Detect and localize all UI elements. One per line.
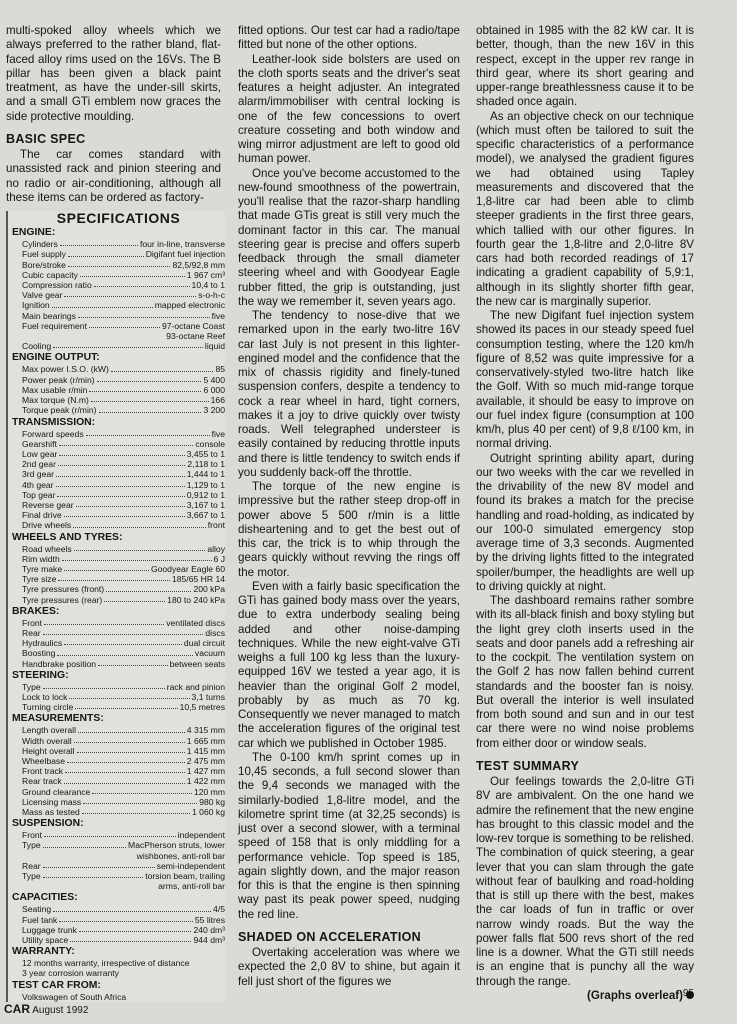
spec-section-heading: TEST CAR FROM: [12, 979, 101, 991]
spec-leader-dots [43, 861, 155, 868]
spec-leader-dots [78, 311, 210, 318]
spec-leader-dots [64, 510, 185, 517]
spec-label: Final drive [22, 510, 62, 521]
spec-row [12, 682, 225, 692]
spec-label: Max power I.S.O. (kW) [22, 364, 109, 375]
spec-value: 4 315 mm [186, 725, 225, 736]
spec-label: Gearshift [22, 438, 57, 449]
spec-row [12, 300, 225, 310]
spec-leader-dots [43, 628, 204, 635]
spec-value: semi-independent [156, 860, 225, 871]
spec-section-heading: WHEELS AND TYRES: [12, 531, 123, 543]
spec-leader-dots [99, 405, 202, 412]
spec-value: 980 kg [199, 796, 225, 807]
spec-leader-dots [77, 746, 185, 753]
spec-value: 0,912 to 1 [186, 489, 225, 500]
spec-value: 1 422 mm [186, 776, 225, 787]
spec-value: alloy [207, 543, 225, 554]
graphs-overleaf-label: (Graphs overleaf) [587, 988, 683, 1002]
spec-row [12, 830, 225, 840]
spec-leader-dots [76, 500, 185, 507]
spec-value: s-o-h-c [198, 290, 225, 301]
footer-date: August 1992 [32, 1005, 89, 1016]
spec-row [12, 249, 225, 259]
specifications-title: SPECIFICATIONS [56, 210, 181, 226]
spec-section-heading: BRAKES: [12, 605, 60, 617]
spec-row [12, 385, 225, 395]
spec-value: 1 415 mm [186, 745, 225, 756]
spec-section-heading: ENGINE: [12, 227, 56, 239]
warranty-line: 3 year corrosion warranty [22, 968, 119, 979]
column-2-paragraph: fitted options. Our test car had a radio/tape fitted but none of the other options. [238, 24, 460, 52]
spec-label: Valve gear [22, 290, 63, 301]
column-2-paragraph: Even with a fairly basic specification the GTi has gained body mass over the years, due to extra underbody sealing being added and other noise-damping techniques. While the new eight-valve GTi weighs a full 100 kg less than the luxury-equipped 16V we tested a year ago, it is heavier than the original Golf 2 model, probably by as much as 70 kg. Consequently we never managed to match the acceleration figures of the original test car which we published in October 1985. [238, 579, 460, 750]
spec-value: rack and pinion [166, 681, 225, 692]
column-2-paragraphs [238, 24, 460, 922]
spec-value: torsion beam, trailing [145, 871, 225, 882]
spec-value: 1 427 mm [186, 766, 225, 777]
spec-label: Cylinders [22, 239, 58, 250]
spec-value-continued: wishbones, anti-roll bar [136, 850, 225, 861]
spec-value-continued: 93-octane Reef [166, 331, 225, 342]
spec-label: Drive wheels [22, 520, 72, 531]
spec-leader-dots [68, 260, 171, 267]
spec-label: Length overall [22, 725, 76, 736]
spec-value: 3,167 to 1 [186, 499, 225, 510]
spec-leader-dots [104, 595, 165, 602]
spec-row [12, 375, 225, 385]
column-2-paragraph: The 0-100 km/h sprint comes up in 10,45 seconds, a full second slower than the 9,4 seconds we managed with the similarly-bodied 1,8-litre model, and the kilometre sprint time (at 32,25 seconds) is just over a second slower, with a terminal speed of 158 that is only middling for a performance vehicle. Top speed is 185, again slightly down, and the major reason for this is that the engine is then spinning way past its peak power speed, nudging the red line. [238, 750, 460, 921]
spec-value: 5 400 [203, 374, 225, 385]
spec-leader-dots [82, 807, 190, 814]
spec-value: 200 kPa [193, 584, 225, 595]
spec-row [12, 628, 225, 638]
spec-row [12, 564, 225, 574]
spec-value: 55 litres [194, 914, 225, 925]
spec-section-heading: TRANSMISSION: [12, 416, 96, 428]
spec-value: front [207, 520, 225, 531]
spec-leader-dots [43, 840, 126, 847]
spec-row [12, 915, 225, 925]
spec-leader-dots [64, 776, 185, 783]
spec-row [12, 618, 225, 628]
spec-row [12, 449, 225, 459]
spec-leader-dots [89, 321, 160, 328]
spec-label: Handbrake position [22, 658, 97, 669]
spec-value: five [211, 310, 225, 321]
spec-row [12, 861, 225, 871]
spec-leader-dots [79, 925, 192, 932]
spec-value: ventilated discs [166, 617, 225, 628]
spec-leader-dots [64, 564, 149, 571]
spec-label: Rear [22, 860, 41, 871]
spec-leader-dots [64, 638, 182, 645]
spec-value: vacuum [194, 648, 225, 659]
spec-section-heading: CAPACITIES: [12, 892, 78, 904]
column-3 [476, 24, 694, 1003]
spec-label: Low gear [22, 448, 58, 459]
basic-spec-paragraph: The car comes standard with unassisted rack and pinion steering and no radio or air-conditioning, although all these items can be ordered as factory- [6, 148, 221, 204]
spec-label: Lock to lock [22, 691, 68, 702]
specifications-box [6, 211, 225, 1002]
spec-label: Max usable r/min [22, 384, 88, 395]
footer-magazine [4, 1002, 88, 1016]
spec-row [12, 239, 225, 249]
spec-label: Power peak (r/min) [22, 374, 95, 385]
spec-row [12, 736, 225, 746]
spec-row [12, 290, 225, 300]
spec-row [12, 648, 225, 658]
spec-leader-dots [97, 375, 202, 382]
spec-leader-dots [83, 797, 197, 804]
column-3-paragraph: The new Digifant fuel injection system showed its paces in our steady speed fuel consumption testing, where the 120 km/h figure of 8,52 was quite impressive for a conservatively-styled two-litre hatch like the Golf. With so much mid-range torque available, it should be easy to improve on our fuel index figure (consumption at 100 km/h, plus 40 per cent) of 9,8 ℓ/100 km, in normal driving. [476, 309, 694, 451]
spec-leader-dots [78, 725, 185, 732]
spec-value: 1 060 kg [192, 807, 225, 817]
spec-row [12, 544, 225, 554]
spec-label: Fuel tank [22, 914, 58, 925]
spec-leader-dots [73, 520, 206, 527]
spec-section-heading: SUSPENSION: [12, 818, 84, 830]
spec-row [12, 405, 225, 415]
spec-row [12, 459, 225, 469]
spec-leader-dots [56, 469, 185, 476]
spec-value: 10,4 to 1 [191, 280, 225, 291]
spec-label: Boosting [22, 648, 56, 659]
shaded-heading: SHADED ON ACCELERATION [238, 929, 421, 944]
spec-row [12, 341, 225, 351]
spec-row [12, 260, 225, 270]
spec-value: liquid [204, 341, 225, 352]
spec-leader-dots [98, 659, 168, 666]
spec-value: 3,1 turns [191, 691, 225, 702]
spec-row [12, 574, 225, 584]
spec-value: 10,5 metres [179, 702, 225, 713]
spec-row [12, 797, 225, 807]
spec-row [12, 746, 225, 756]
spec-value: 6 000 [203, 384, 225, 395]
spec-row [12, 584, 225, 594]
spec-leader-dots [59, 449, 184, 456]
spec-value: four in-line, transverse [139, 239, 225, 250]
spec-label: Ground clearance [22, 786, 91, 797]
spec-leader-dots [44, 830, 176, 837]
spec-label: Wheelbase [22, 755, 65, 766]
spec-leader-dots [70, 935, 191, 942]
spec-row [12, 280, 225, 290]
spec-leader-dots [67, 756, 185, 763]
column-2 [238, 24, 460, 989]
spec-leader-dots [106, 584, 191, 591]
spec-label: Type [22, 871, 41, 882]
spec-value: MacPherson struts, lower [128, 840, 225, 851]
spec-leader-dots [68, 249, 144, 256]
spec-row [12, 871, 225, 881]
spec-row [12, 395, 225, 405]
spec-label: Front [22, 830, 43, 841]
spec-value: 240 dm³ [193, 924, 225, 935]
spec-row [12, 554, 225, 564]
spec-row [12, 439, 225, 449]
column-2-paragraph: The torque of the new engine is impressive but the rather steep drop-off in power above 5 500 r/min is a little disheartening and to get the best out of this car, the trick is to whip through the gears quickly without revving the rings off the motor. [238, 480, 460, 579]
spec-value: 85 [215, 364, 225, 375]
basic-spec-heading: BASIC SPEC [6, 131, 86, 146]
spec-leader-dots [57, 490, 184, 497]
spec-row [12, 510, 225, 520]
spec-value: 3 200 [203, 405, 225, 416]
spec-leader-dots [58, 459, 185, 466]
spec-value: 3,455 to 1 [186, 448, 225, 459]
spec-value-continued: arms, anti-roll bar [158, 881, 225, 892]
spec-value: 1 967 cm³ [186, 269, 225, 280]
spec-label: Max torque (N.m) [22, 395, 89, 406]
spec-row [12, 725, 225, 735]
spec-value: dual circuit [183, 638, 225, 649]
column-3-paragraph: As an objective check on our technique (which must often be tailored to suit the specific characteristics of a performance model), we analysed the gradient figures we had obtained using Tapley measurements and discovered that the 1,8-litre car had been able to climb steeper gradients in the first three gears, which tallied with our other figures. In fourth gear the 1,8-litre and 2,0-litre 8V cars had both recorded readings of 17 indicating a gradient capability of 5,9:1, although in its slightly shorter fifth gear, the new car is marginally superior. [476, 109, 694, 308]
spec-label: Rim width [22, 553, 60, 564]
column-2-paragraph: Once you've become accustomed to the new-found smoothness of the powertrain, you'll realise that the razor-sharp handling that made GTis great is still very much the dominant factor in this car. The manual steering gear is precise and offers superb feedback through the small diameter steering wheel and with Goodyear Eagle rubber fitted, the grip is outstanding, just the way we remember it, seven years ago. [238, 166, 460, 308]
spec-leader-dots [53, 341, 203, 348]
spec-row [12, 776, 225, 786]
spec-row [12, 702, 225, 712]
shaded-paragraph: Overtaking acceleration was where we expected the 2,0 8V to shine, but again it fell just short of the figures we [238, 946, 460, 988]
spec-leader-dots [58, 574, 170, 581]
spec-value: 4/5 [213, 904, 225, 915]
spec-leader-dots [64, 290, 196, 297]
spec-row [12, 429, 225, 439]
spec-row [12, 659, 225, 669]
spec-label: Tyre pressures (rear) [22, 594, 103, 605]
spec-value: Goodyear Eagle 60 [150, 563, 225, 574]
spec-leader-dots [92, 787, 192, 794]
spec-value: 180 to 240 kPa [167, 594, 225, 605]
spec-value: 120 mm [193, 786, 225, 797]
spec-label: Mass as tested [22, 807, 80, 817]
spec-label: Seating [22, 904, 52, 915]
spec-leader-dots [59, 915, 193, 922]
spec-value: 166 [210, 395, 225, 406]
spec-label: Cubic capacity [22, 269, 78, 280]
spec-leader-dots [62, 554, 212, 561]
spec-label: Turning circle [22, 702, 74, 713]
spec-value: independent [177, 830, 225, 841]
spec-row [12, 469, 225, 479]
spec-row [12, 904, 225, 914]
spec-label: Cooling [22, 341, 52, 352]
spec-value: five [211, 428, 225, 439]
spec-row [12, 595, 225, 605]
spec-label: Tyre size [22, 574, 57, 585]
spec-label: 4th gear [22, 479, 54, 490]
spec-leader-dots [57, 648, 192, 655]
spec-value: 3,667 to 1 [186, 510, 225, 521]
spec-label: Luggage trunk [22, 924, 77, 935]
spec-leader-dots [111, 364, 214, 371]
spec-label: Front [22, 617, 43, 628]
spec-label: Utility space [22, 935, 69, 946]
spec-leader-dots [69, 692, 189, 699]
intro-paragraph: multi-spoked alloy wheels which we always preferred to the rather bland, flat-faced alloy rims used on the 16Vs. The B pillar has been given a black paint treatment, as have the under-sill skirts, and a small GTi emblem now graces the side protective moulding. [6, 24, 221, 123]
spec-row [12, 490, 225, 500]
spec-leader-dots [43, 871, 144, 878]
spec-label: Licensing mass [22, 796, 82, 807]
spec-label: Hydraulics [22, 638, 63, 649]
spec-row [12, 321, 225, 331]
test-summary-heading: TEST SUMMARY [476, 758, 580, 773]
column-2-paragraph: The tendency to nose-dive that we remarked upon in the early two-litre 16V car last July is not present in this lighter-engined model and the confidence that the mix of chassis rigidity and finely-tuned suspension confers, despite a tendency to cock a rear wheel in hard, tight corners, makes it a joy to drive quickly over twisty roads. Well telegraphed understeer is easily contained by reducing throttle inputs and there is little tendency to switch ends if you suddenly back-off the throttle. [238, 309, 460, 479]
spec-leader-dots [80, 270, 185, 277]
spec-section-heading: MEASUREMENTS: [12, 713, 104, 725]
spec-row [12, 270, 225, 280]
spec-row [12, 520, 225, 530]
spec-label: Torque peak (r/min) [22, 405, 97, 416]
spec-row [12, 807, 225, 817]
spec-label: Forward speeds [22, 428, 84, 439]
spec-value: 2,118 to 1 [187, 459, 225, 470]
spec-label: Front track [22, 766, 64, 777]
spec-label: Width overall [22, 735, 72, 746]
column-3-paragraphs [476, 24, 694, 751]
spec-label: Bore/stroke [22, 259, 66, 270]
spec-section-heading: WARRANTY: [12, 946, 75, 958]
spec-row [12, 756, 225, 766]
spec-leader-dots [59, 439, 194, 446]
spec-value: between seats [169, 658, 225, 669]
spec-leader-dots [75, 702, 177, 709]
spec-leader-dots [44, 618, 164, 625]
spec-label: Tyre make [22, 563, 63, 574]
spec-value: 82,5/92,8 mm [172, 259, 225, 270]
column-3-paragraph: obtained in 1985 with the 82 kW car. It is better, though, than the new 16V in this respect, except in the upper rev range in third gear, where its short gearing and upper-range breathlessness cause it to be shaded once again. [476, 24, 694, 109]
spec-label: Fuel supply [22, 249, 66, 260]
spec-label: Compression ratio [22, 280, 92, 291]
spec-value: 185/65 HR 14 [171, 574, 225, 585]
spec-section-heading: STEERING: [12, 669, 69, 681]
spec-leader-dots [60, 239, 138, 246]
spec-leader-dots [53, 904, 211, 911]
spec-label: Reverse gear [22, 499, 74, 510]
spec-label: 2nd gear [22, 459, 56, 470]
spec-leader-dots [43, 682, 165, 689]
spec-label: Ignition [22, 300, 50, 311]
spec-value: Digifant fuel injection [145, 249, 225, 260]
spec-value: 944 dm³ [193, 935, 225, 946]
footer-magazine-name: CAR [4, 1002, 30, 1016]
spec-label: 3rd gear [22, 469, 55, 480]
spec-leader-dots [56, 480, 185, 487]
spec-section-heading: ENGINE OUTPUT: [12, 352, 100, 364]
spec-label: Road wheels [22, 543, 72, 554]
column-2-paragraph: Leather-look side bolsters are used on the cloth sports seats and the driver's seat features a height adjuster. An integrated alarm/immobiliser with central locking is one of the few concessions to overt creature cosseting and both window and wing mirror adjustment are left to good old human power. [238, 52, 460, 166]
graphs-overleaf [476, 989, 694, 1003]
spec-leader-dots [94, 280, 190, 287]
spec-label: Main bearings [22, 310, 76, 321]
spec-value: 1,129 to 1 [186, 479, 225, 490]
spec-row [12, 840, 225, 850]
spec-leader-dots [86, 429, 210, 436]
spec-value: 2 475 mm [186, 755, 225, 766]
spec-row [12, 500, 225, 510]
spec-row [12, 692, 225, 702]
spec-value: 6 J [213, 553, 225, 564]
spec-value: discs [205, 627, 225, 638]
test-car-line: Volkswagen of South Africa [22, 991, 127, 1002]
column-3-paragraph: Outright sprinting ability apart, during our two weeks with the car we revelled in the drivability of the new 8V model and found its brakes a match for the precise handling and road-holding, as indicated by our 100-0 simulated emergency stop average time of 3,3 seconds. Augmented by the driving lights fitted to the integrated spoiler/bumper, the headlights are well up to driving quickly at night. [476, 451, 694, 593]
column-1 [6, 24, 225, 1002]
spec-row [12, 766, 225, 776]
spec-row [12, 311, 225, 321]
spec-label: Top gear [22, 489, 56, 500]
spec-label: Height overall [22, 745, 75, 756]
spec-label: Rear [22, 627, 41, 638]
spec-row [12, 787, 225, 797]
spec-value: 97-octane Coast [161, 320, 225, 331]
column-3-paragraph: The dashboard remains rather sombre with its all-black finish and boxy styling but the light grey cloth inserts used in the seats and door panels add a refreshing air to the cockpit. The ventilation system on the Golf 2 has now fallen behind current standards and the booster fan is noisy. But overall the interior is well insulated from both sound and sun and in our test car there were no wind noise problems from either door or window seals. [476, 594, 694, 750]
spec-leader-dots [52, 300, 153, 307]
spec-row [12, 935, 225, 945]
spec-row [12, 638, 225, 648]
spec-label: Rear track [22, 776, 62, 787]
spec-value: 1 665 mm [186, 735, 225, 746]
warranty-line: 12 months warranty, irrespective of distance [22, 958, 190, 969]
spec-value: console [195, 438, 225, 449]
spec-label: Fuel requirement [22, 320, 87, 331]
spec-row [12, 480, 225, 490]
test-summary-paragraph: Our feelings towards the 2,0-litre GTi 8V are ambivalent. On the one hand we admire the refinement that the new engine has brought to this classic model and the low-rev torque is something to be relished. The combination of quick steering, a gear lever that you can slam through the gate without fear of baulking and road-holding that is still up there with the best, makes the car loads of fun in traffic or over narrow windy roads. But the way the power falls flat 500 revs short of the red line is a downer. What the GTi still needs is an engine that is punchy all the way through the range. [476, 775, 694, 988]
spec-value: 1,444 to 1 [186, 469, 225, 480]
spec-leader-dots [91, 395, 209, 402]
spec-label: Type [22, 840, 41, 851]
spec-value: mapped electronic [154, 300, 225, 311]
spec-row [12, 925, 225, 935]
spec-row [12, 364, 225, 374]
page-number: 95 [682, 988, 694, 999]
spec-leader-dots [74, 736, 185, 743]
spec-leader-dots [74, 544, 206, 551]
spec-label: Type [22, 681, 41, 692]
spec-leader-dots [65, 766, 185, 773]
spec-label: Tyre pressures (front) [22, 584, 105, 595]
spec-leader-dots [89, 385, 201, 392]
